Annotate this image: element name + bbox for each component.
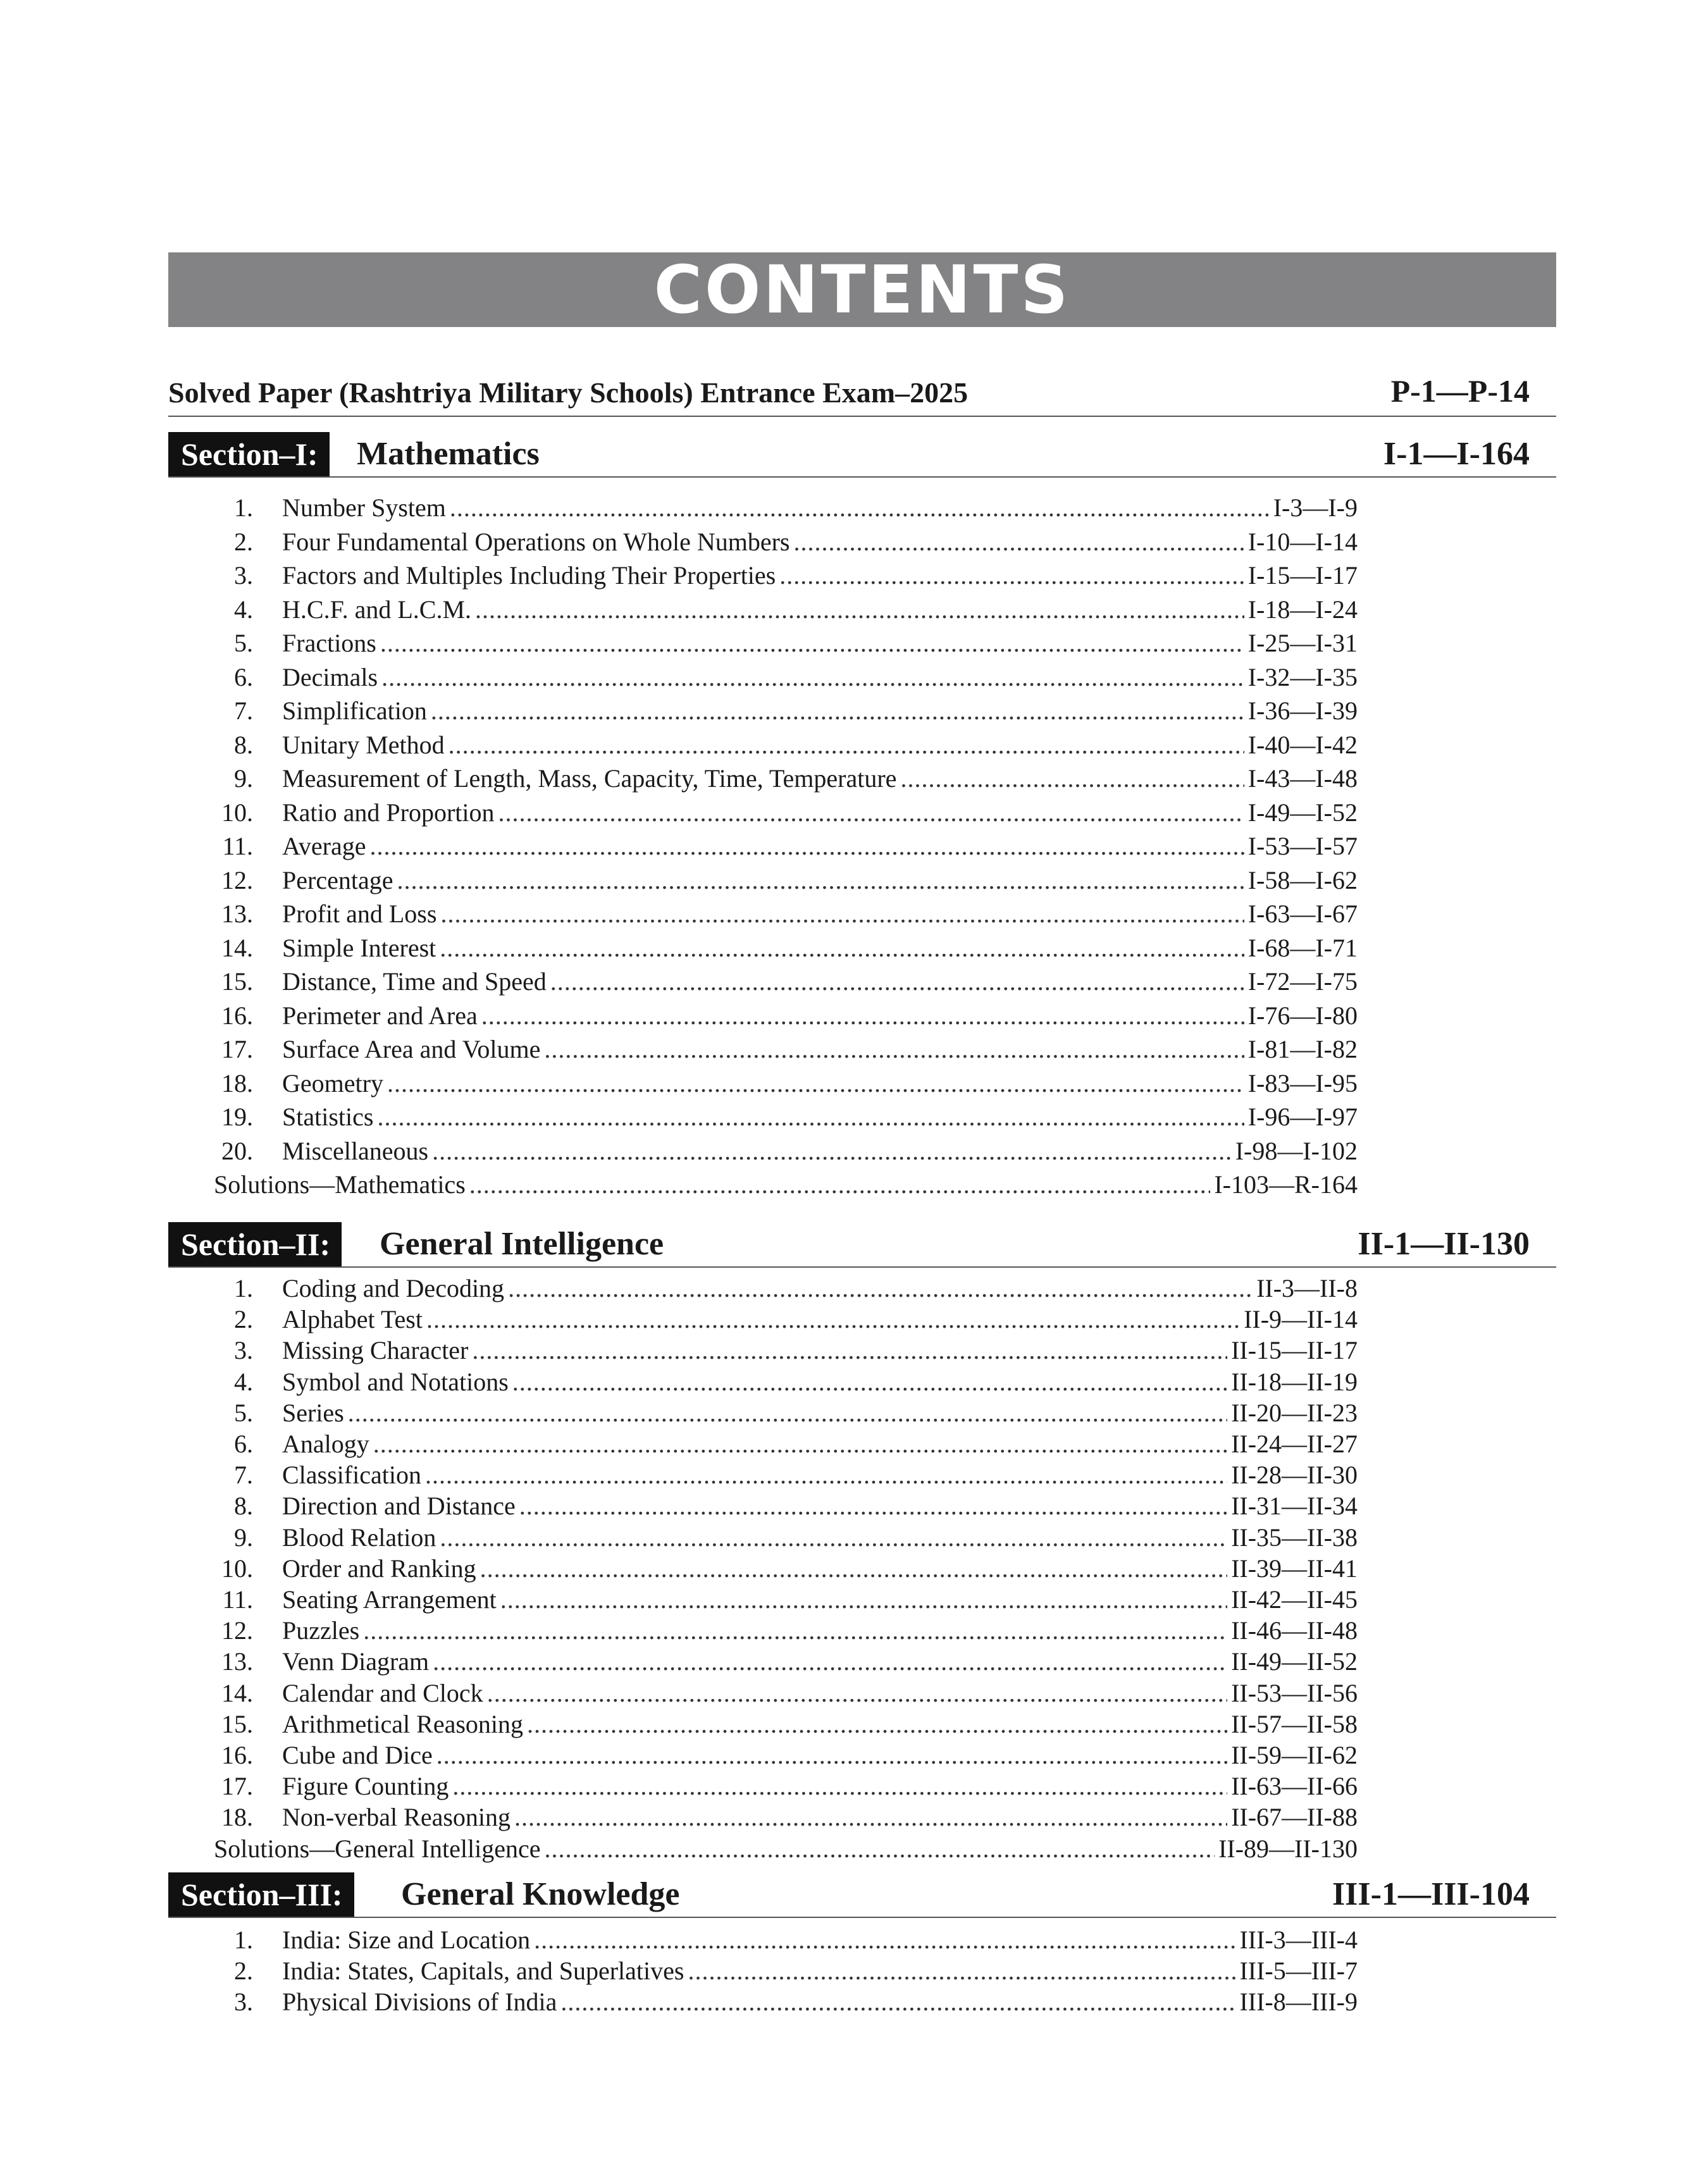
toc-entry xyxy=(0,525,1708,559)
entry-pages: I-58—I-62 xyxy=(1247,866,1358,894)
entry-line xyxy=(282,660,1358,695)
solved-paper-row xyxy=(168,370,1556,417)
entry-line xyxy=(282,1614,1358,1648)
entry-number: 16. xyxy=(221,1741,253,1769)
entry-title: Average xyxy=(282,832,366,860)
dot-leader xyxy=(500,1583,1227,1617)
entry-line xyxy=(282,999,1358,1033)
toc-entry xyxy=(0,965,1708,999)
dot-leader xyxy=(370,829,1244,863)
dot-leader xyxy=(432,1134,1232,1168)
entry-title: Series xyxy=(282,1399,344,1427)
entry-number: 7. xyxy=(234,1461,253,1489)
entry-title: Fractions xyxy=(282,629,376,657)
dot-leader xyxy=(900,762,1244,796)
toc-entry xyxy=(0,1134,1708,1168)
entry-number: 13. xyxy=(221,1647,253,1676)
entry-pages: I-36—I-39 xyxy=(1247,696,1358,725)
entry-number: 20. xyxy=(221,1137,253,1165)
entry-line xyxy=(282,965,1358,999)
entry-pages: II-9—II-14 xyxy=(1244,1305,1358,1333)
entry-pages: II-24—II-27 xyxy=(1231,1430,1358,1458)
dot-leader xyxy=(452,1769,1227,1803)
dot-leader xyxy=(449,728,1244,762)
entry-number: 18. xyxy=(221,1803,253,1831)
entry-pages: I-63—I-67 xyxy=(1247,900,1358,928)
toc-entry xyxy=(0,1676,1708,1710)
entry-pages: I-76—I-80 xyxy=(1247,1001,1358,1030)
entry-title: Perimeter and Area xyxy=(282,1001,478,1030)
toc-entry xyxy=(0,1365,1708,1399)
entry-number: 3. xyxy=(234,561,253,590)
section-header-3 xyxy=(168,1872,1556,1918)
entry-title: India: States, Capitals, and Superlatives xyxy=(282,1957,684,1985)
entry-title: Classification xyxy=(282,1461,421,1489)
toc-entry xyxy=(0,897,1708,931)
entry-number: 6. xyxy=(234,663,253,691)
dot-leader xyxy=(534,1923,1235,1957)
toc-entry xyxy=(0,1738,1708,1772)
entry-line xyxy=(282,728,1358,762)
entry-number: 1. xyxy=(234,1926,253,1954)
dot-leader xyxy=(377,1100,1244,1134)
entry-number: 11. xyxy=(222,832,253,860)
entry-pages: II-20—II-23 xyxy=(1231,1399,1358,1427)
entry-pages: I-43—I-48 xyxy=(1247,764,1358,793)
section-label: Section–III: xyxy=(168,1872,354,1917)
toc-entry xyxy=(0,1614,1708,1648)
toc-entry xyxy=(0,1396,1708,1430)
entry-number: 1. xyxy=(234,493,253,522)
entry-pages: II-67—II-88 xyxy=(1231,1803,1358,1831)
entry-pages: I-68—I-71 xyxy=(1247,934,1358,962)
entry-title: Four Fundamental Operations on Whole Numbers xyxy=(282,528,790,556)
entry-line xyxy=(282,1067,1358,1101)
entry-title: Symbol and Notations xyxy=(282,1368,509,1396)
entry-line xyxy=(282,1489,1358,1523)
dot-leader xyxy=(560,1985,1235,2019)
entry-line xyxy=(282,1645,1358,1679)
entry-line xyxy=(282,1800,1358,1834)
entry-number: 2. xyxy=(234,1305,253,1333)
toc-entry xyxy=(0,1458,1708,1492)
section-header-2 xyxy=(168,1222,1556,1268)
entry-title: Alphabet Test xyxy=(282,1305,423,1333)
toc-entry xyxy=(0,1552,1708,1586)
entry-pages: III-3—III-4 xyxy=(1239,1926,1358,1954)
section-pages: II-1—II-130 xyxy=(1358,1226,1530,1262)
entry-title: Factors and Multiples Including Their Properties xyxy=(282,561,776,590)
entry-title: Arithmetical Reasoning xyxy=(282,1710,524,1738)
dot-leader xyxy=(381,660,1244,695)
entry-line xyxy=(282,1365,1358,1399)
dot-leader xyxy=(527,1707,1227,1741)
entry-number: 7. xyxy=(234,696,253,725)
entry-title: Blood Relation xyxy=(282,1523,436,1552)
entry-pages: I-32—I-35 xyxy=(1247,663,1358,691)
entry-number: 15. xyxy=(221,967,253,996)
entry-line xyxy=(282,1271,1358,1306)
toc-entry xyxy=(0,1032,1708,1067)
entry-number: 14. xyxy=(221,934,253,962)
entry-line xyxy=(282,1458,1358,1492)
dot-leader xyxy=(450,491,1270,525)
entry-line xyxy=(282,1521,1358,1555)
entry-number: 15. xyxy=(221,1710,253,1738)
entry-pages: I-72—I-75 xyxy=(1247,967,1358,996)
entry-pages: II-46—II-48 xyxy=(1231,1616,1358,1645)
entry-number: 19. xyxy=(221,1103,253,1131)
dot-leader xyxy=(431,694,1244,728)
entry-line xyxy=(282,1552,1358,1586)
entry-title: Simplification xyxy=(282,696,427,725)
entry-line xyxy=(282,829,1358,863)
entry-number: 3. xyxy=(234,1336,253,1364)
entry-number: 2. xyxy=(234,528,253,556)
toc-entry xyxy=(0,931,1708,965)
entry-number: 8. xyxy=(234,731,253,759)
entry-number: 18. xyxy=(221,1069,253,1098)
toc-entry xyxy=(0,593,1708,627)
entry-pages: I-49—I-52 xyxy=(1247,798,1358,827)
entry-number: 5. xyxy=(234,1399,253,1427)
entry-number: 3. xyxy=(234,1988,253,2016)
entry-pages: I-10—I-14 xyxy=(1247,528,1358,556)
entry-line xyxy=(282,1427,1358,1461)
entry-title: Cube and Dice xyxy=(282,1741,433,1769)
dot-leader xyxy=(472,1333,1227,1368)
toc-entry xyxy=(0,1954,1708,1988)
toc-entry xyxy=(0,999,1708,1033)
toc-entry xyxy=(0,1333,1708,1368)
entry-number: 6. xyxy=(234,1430,253,1458)
toc-entry xyxy=(0,1067,1708,1101)
entry-line xyxy=(282,1707,1358,1741)
entry-number: 11. xyxy=(222,1585,253,1614)
toc-entry xyxy=(0,762,1708,796)
dot-leader xyxy=(544,1032,1244,1067)
section-name: General Knowledge xyxy=(401,1876,680,1912)
section-label: Section–I: xyxy=(168,432,330,476)
entry-line xyxy=(282,491,1358,525)
section-label: Section–II: xyxy=(168,1222,342,1266)
entry-title: Missing Character xyxy=(282,1336,469,1364)
entry-pages: II-53—II-56 xyxy=(1231,1679,1358,1707)
entry-line xyxy=(282,1333,1358,1368)
entry-title: Profit and Loss xyxy=(282,900,437,928)
dot-leader xyxy=(779,559,1244,593)
entry-pages: II-57—II-58 xyxy=(1231,1710,1358,1738)
entry-title: Ratio and Proportion xyxy=(282,798,495,827)
dot-leader xyxy=(425,1458,1227,1492)
entry-title: Non-verbal Reasoning xyxy=(282,1803,511,1831)
dot-leader xyxy=(433,1645,1227,1679)
section-name: Mathematics xyxy=(357,436,540,472)
entry-title: Miscellaneous xyxy=(282,1137,429,1165)
entry-number: 2. xyxy=(234,1957,253,1985)
toc-entry xyxy=(0,694,1708,728)
entry-line xyxy=(282,1769,1358,1803)
dot-leader xyxy=(793,525,1244,559)
entry-pages: I-96—I-97 xyxy=(1247,1103,1358,1131)
entry-pages: II-18—II-19 xyxy=(1231,1368,1358,1396)
entry-line xyxy=(282,694,1358,728)
dot-leader xyxy=(440,931,1244,965)
entry-pages: I-103—R-164 xyxy=(1214,1170,1358,1199)
dot-leader xyxy=(469,1168,1211,1202)
toc-entry xyxy=(0,1489,1708,1523)
entry-line xyxy=(282,626,1358,660)
entry-number: 4. xyxy=(234,595,253,624)
entry-title: Simple Interest xyxy=(282,934,436,962)
dot-leader xyxy=(397,863,1244,898)
entry-pages: I-98—I-102 xyxy=(1235,1137,1358,1165)
entry-title: H.C.F. and L.C.M. xyxy=(282,595,472,624)
entry-line xyxy=(282,1583,1358,1617)
toc-entry xyxy=(0,660,1708,695)
toc-entry xyxy=(0,626,1708,660)
dot-leader xyxy=(373,1427,1227,1461)
entry-title: Puzzles xyxy=(282,1616,360,1645)
toc-entry xyxy=(0,559,1708,593)
entry-line xyxy=(282,931,1358,965)
entry-pages: II-31—II-34 xyxy=(1231,1492,1358,1520)
entry-number: 12. xyxy=(221,1616,253,1645)
toc-entry xyxy=(0,1645,1708,1679)
entry-title: Statistics xyxy=(282,1103,374,1131)
entry-pages: II-42—II-45 xyxy=(1231,1585,1358,1614)
entry-title: Seating Arrangement xyxy=(282,1585,497,1614)
entry-number: 14. xyxy=(221,1679,253,1707)
entry-pages: I-40—I-42 xyxy=(1247,731,1358,759)
entry-line xyxy=(214,1832,1358,1866)
entry-pages: II-63—II-66 xyxy=(1231,1772,1358,1800)
dot-leader xyxy=(481,999,1244,1033)
entry-pages: I-18—I-24 xyxy=(1247,595,1358,624)
entry-pages: I-15—I-17 xyxy=(1247,561,1358,590)
entry-number: 10. xyxy=(221,798,253,827)
dot-leader xyxy=(688,1954,1235,1988)
toc-entry xyxy=(0,1100,1708,1134)
dot-leader xyxy=(440,897,1244,931)
entry-title: Venn Diagram xyxy=(282,1647,430,1676)
entry-title: Calendar and Clock xyxy=(282,1679,483,1707)
entry-line xyxy=(282,1738,1358,1772)
dot-leader xyxy=(550,965,1244,999)
entry-line xyxy=(282,796,1358,830)
solutions-entry xyxy=(0,1168,1708,1202)
toc-entry xyxy=(0,1302,1708,1337)
entry-pages: II-15—II-17 xyxy=(1231,1336,1358,1364)
entry-pages: II-35—II-38 xyxy=(1231,1523,1358,1552)
entry-line xyxy=(282,863,1358,898)
entry-pages: I-3—I-9 xyxy=(1273,493,1358,522)
entry-title: Figure Counting xyxy=(282,1772,449,1800)
toc-entry xyxy=(0,728,1708,762)
entry-line xyxy=(282,1954,1358,1988)
dot-leader xyxy=(512,1365,1227,1399)
dot-leader xyxy=(348,1396,1227,1430)
dot-leader xyxy=(363,1614,1227,1648)
entry-title: Distance, Time and Speed xyxy=(282,967,547,996)
entry-pages: II-3—II-8 xyxy=(1256,1274,1358,1302)
toc-entry xyxy=(0,1521,1708,1555)
entry-pages: I-81—I-82 xyxy=(1247,1035,1358,1063)
section-pages: III-1—III-104 xyxy=(1332,1876,1530,1912)
entry-number: 16. xyxy=(221,1001,253,1030)
toc-entry xyxy=(0,796,1708,830)
entry-number: 9. xyxy=(234,764,253,793)
toc-entry xyxy=(0,863,1708,898)
entry-pages: III-5—III-7 xyxy=(1239,1957,1358,1985)
entry-title: Measurement of Length, Mass, Capacity, Time, Temperature xyxy=(282,764,897,793)
entry-title: Solutions—Mathematics xyxy=(214,1170,466,1199)
toc-entry xyxy=(0,829,1708,863)
entry-line xyxy=(282,762,1358,796)
dot-leader xyxy=(545,1832,1215,1866)
entry-pages: II-89—II-130 xyxy=(1218,1834,1358,1863)
entry-line xyxy=(282,1676,1358,1710)
toc-entry xyxy=(0,1271,1708,1306)
entry-number: 1. xyxy=(234,1274,253,1302)
dot-leader xyxy=(436,1738,1227,1772)
section-header-1 xyxy=(168,432,1556,478)
dot-leader xyxy=(487,1676,1227,1710)
contents-heading: CONTENTS xyxy=(168,252,1556,327)
entry-pages: II-59—II-62 xyxy=(1231,1741,1358,1769)
entry-number: 12. xyxy=(221,866,253,894)
dot-leader xyxy=(387,1067,1244,1101)
entry-line xyxy=(282,1032,1358,1067)
section-pages: I-1—I-164 xyxy=(1383,436,1530,472)
entry-number: 10. xyxy=(221,1554,253,1583)
toc-entry xyxy=(0,1923,1708,1957)
entry-pages: III-8—III-9 xyxy=(1239,1988,1358,2016)
entry-line xyxy=(282,1302,1358,1337)
entry-line xyxy=(282,1396,1358,1430)
entry-line xyxy=(282,1985,1358,2019)
entry-title: Coding and Decoding xyxy=(282,1274,505,1302)
dot-leader xyxy=(514,1800,1227,1834)
entry-number: 5. xyxy=(234,629,253,657)
entry-title: Decimals xyxy=(282,663,378,691)
dot-leader xyxy=(475,593,1244,627)
dot-leader xyxy=(380,626,1244,660)
toc-entry xyxy=(0,1707,1708,1741)
entry-line xyxy=(282,559,1358,593)
solutions-entry xyxy=(0,1832,1708,1866)
toc-entry xyxy=(0,1583,1708,1617)
dot-leader xyxy=(426,1302,1240,1337)
toc-entry xyxy=(0,1985,1708,2019)
dot-leader xyxy=(519,1489,1227,1523)
entry-pages: II-49—II-52 xyxy=(1231,1647,1358,1676)
toc-entry xyxy=(0,1769,1708,1803)
entry-title: Surface Area and Volume xyxy=(282,1035,541,1063)
entry-title: Unitary Method xyxy=(282,731,445,759)
entry-title: Analogy xyxy=(282,1430,369,1458)
toc-entry xyxy=(0,1800,1708,1834)
entry-title: Physical Divisions of India xyxy=(282,1988,557,2016)
dot-leader xyxy=(440,1521,1227,1555)
entry-number: 17. xyxy=(221,1772,253,1800)
entry-number: 9. xyxy=(234,1523,253,1552)
entry-title: Order and Ranking xyxy=(282,1554,476,1583)
entry-number: 17. xyxy=(221,1035,253,1063)
entry-title: Direction and Distance xyxy=(282,1492,516,1520)
entry-title: Solutions—General Intelligence xyxy=(214,1834,541,1863)
entry-line xyxy=(282,897,1358,931)
entry-pages: II-39—II-41 xyxy=(1231,1554,1358,1583)
entry-line xyxy=(282,1134,1358,1168)
solved-paper-title: Solved Paper (Rashtriya Military Schools) Entrance Exam–2025 xyxy=(168,376,968,409)
toc-entry xyxy=(0,1427,1708,1461)
entry-line xyxy=(282,1100,1358,1134)
entry-line xyxy=(282,1923,1358,1957)
entry-line xyxy=(214,1168,1358,1202)
entry-title: India: Size and Location xyxy=(282,1926,531,1954)
entry-title: Geometry xyxy=(282,1069,383,1098)
entry-title: Percentage xyxy=(282,866,393,894)
entry-pages: I-25—I-31 xyxy=(1247,629,1358,657)
toc-entry xyxy=(0,491,1708,525)
entry-pages: I-53—I-57 xyxy=(1247,832,1358,860)
section-name: General Intelligence xyxy=(380,1226,664,1262)
solved-paper-pages: P-1—P-14 xyxy=(1390,373,1530,409)
entry-number: 8. xyxy=(234,1492,253,1520)
entry-title: Number System xyxy=(282,493,446,522)
dot-leader xyxy=(508,1271,1253,1306)
dot-leader xyxy=(480,1552,1227,1586)
entry-pages: II-28—II-30 xyxy=(1231,1461,1358,1489)
entry-line xyxy=(282,525,1358,559)
entry-pages: I-83—I-95 xyxy=(1247,1069,1358,1098)
entry-line xyxy=(282,593,1358,627)
entry-number: 13. xyxy=(221,900,253,928)
entry-number: 4. xyxy=(234,1368,253,1396)
dot-leader xyxy=(498,796,1244,830)
